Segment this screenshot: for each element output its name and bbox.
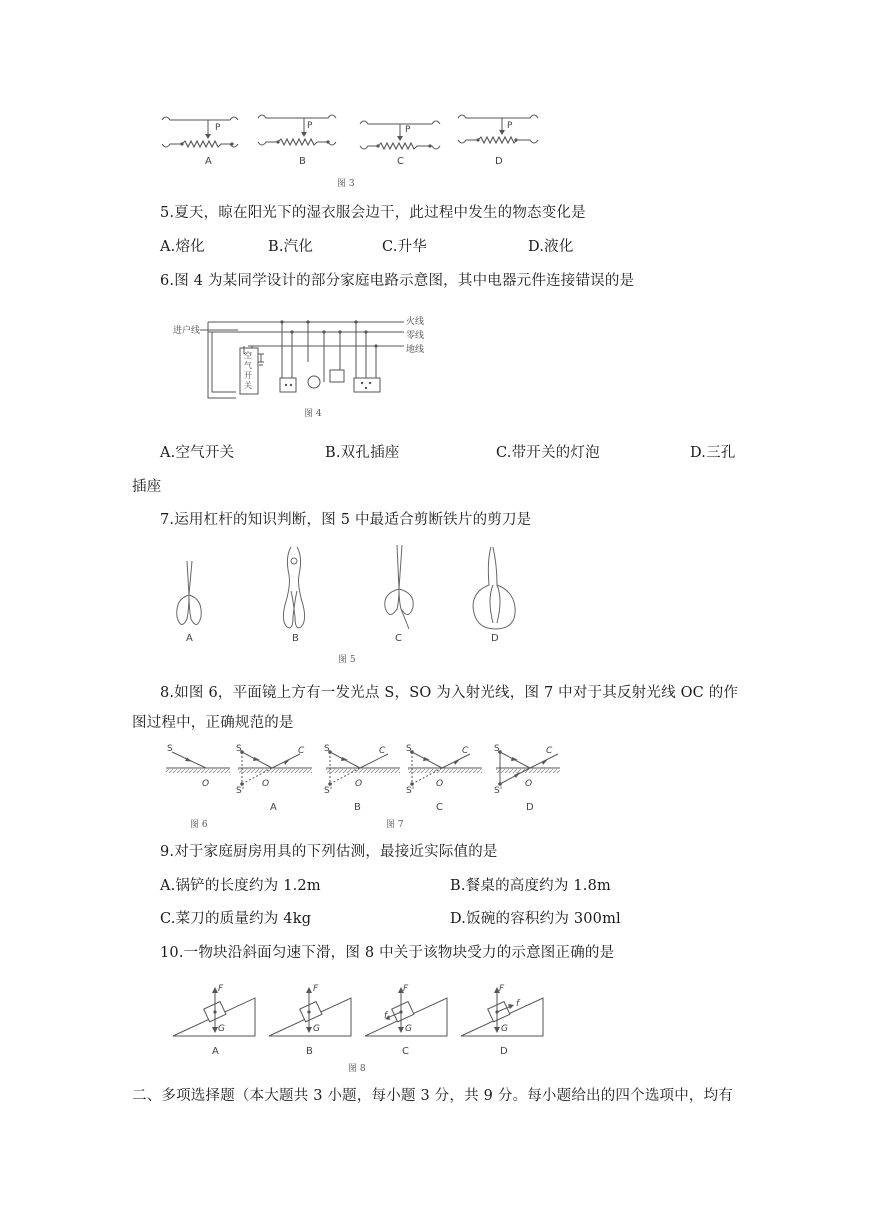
fig7-label-b: B — [354, 802, 361, 813]
fig6-o-label: O — [202, 779, 210, 789]
fig7a-image-label: S' — [236, 786, 245, 796]
fig5-label-b: B — [292, 633, 299, 644]
fig7c-c-label: C — [462, 746, 469, 756]
fig7-option-c — [408, 750, 482, 786]
fig8b-f-label: F — [313, 984, 319, 994]
q5-option-a: A.熔化 — [160, 239, 205, 255]
fig8d-friction-label: f — [516, 999, 520, 1009]
scissors-d — [473, 547, 515, 629]
fig7c-image-label: S' — [406, 786, 415, 796]
q9-option-a: A.锅铲的长度约为 1.2m — [160, 878, 321, 894]
q5-option-b: B.汽化 — [268, 239, 314, 255]
fig7b-s-label: S — [324, 744, 330, 754]
fig4-earth-wire-label: 地线 — [406, 345, 425, 355]
fig7-label-c: C — [436, 802, 443, 813]
q6-option-d-wrap: 插座 — [132, 479, 162, 495]
q8-stem-line-2: 图过程中，正确规范的是 — [132, 715, 294, 731]
fig7b-image-label: S' — [324, 786, 333, 796]
fig3-caption: 图 3 — [337, 179, 355, 189]
q5-stem: 5.夏天，晾在阳光下的湿衣服会边干，此过程中发生的物态变化是 — [160, 205, 586, 221]
fig7-label-a: A — [270, 802, 277, 813]
fig7a-o-label: O — [262, 779, 270, 789]
fig3-p-label-b: P — [307, 121, 313, 131]
fig7c-o-label: O — [436, 779, 444, 789]
fig3-p-label-d: P — [507, 121, 513, 131]
scissors-b — [283, 547, 304, 628]
fig7a-c-label: C — [298, 746, 305, 756]
fig4-switch-char-1: 空 — [244, 351, 252, 360]
fig3-label-d: D — [495, 156, 503, 167]
fig6-s-label: S — [167, 744, 173, 754]
fig8-label-a: A — [212, 1046, 219, 1057]
fig4-switch-char-4: 关 — [244, 381, 252, 390]
fig8c-friction-label: f — [384, 1011, 388, 1021]
fig3-p-label-a: P — [215, 123, 221, 133]
figure-3-rheostats — [160, 110, 560, 190]
fig7d-o-label: O — [525, 779, 533, 789]
fig8-label-c: C — [402, 1046, 409, 1057]
fig3-label-a: A — [205, 156, 212, 167]
q6-option-b: B.双孔插座 — [325, 445, 400, 461]
q6-option-d: D.三孔 — [690, 445, 736, 461]
fig7c-s-label: S — [406, 744, 412, 754]
q6-option-c: C.带开关的灯泡 — [496, 445, 600, 461]
incline-a — [173, 987, 255, 1036]
q10-stem: 10.一物块沿斜面匀速下滑，图 8 中关于该物块受力的示意图正确的是 — [160, 945, 615, 961]
q5-option-c: C.升华 — [382, 239, 427, 255]
fig3-p-label-c: P — [405, 125, 411, 135]
fig7-label-d: D — [526, 802, 534, 813]
rheostat-b — [258, 115, 336, 145]
section-2-heading: 二、多项选择题（本大题共 3 小题，每小题 3 分，共 9 分。每小题给出的四个选项中，均有 — [132, 1088, 734, 1104]
fig8d-f-label: F — [499, 984, 505, 994]
figure-8-incline-forces — [165, 984, 555, 1044]
scissors-c — [385, 545, 413, 629]
fig5-label-c: C — [395, 633, 402, 644]
rheostat-d — [458, 115, 538, 143]
q9-stem: 9.对于家庭厨房用具的下列估测，最接近实际值的是 — [160, 844, 498, 860]
fig4-live-wire-label: 火线 — [406, 317, 425, 327]
fig8d-g-label: G — [501, 1024, 508, 1034]
fig6-caption: 图 6 — [190, 820, 208, 830]
incline-b — [269, 987, 351, 1036]
fig8-label-b: B — [306, 1046, 313, 1057]
fig7-caption: 图 7 — [386, 820, 404, 830]
fig8a-f-label: F — [218, 984, 224, 994]
fig7d-image-label: S' — [494, 786, 503, 796]
q9-option-b: B.餐桌的高度约为 1.8m — [450, 878, 611, 894]
fig7a-s-label: S — [236, 744, 242, 754]
fig4-caption: 图 4 — [304, 409, 322, 419]
fig7-option-b — [326, 750, 400, 786]
fig7d-s-label: S — [494, 744, 500, 754]
fig8b-g-label: G — [313, 1024, 320, 1034]
fig8a-g-label: G — [218, 1024, 225, 1034]
figure-5-scissors — [165, 543, 535, 643]
fig7d-c-label: C — [546, 746, 553, 756]
fig8c-f-label: F — [403, 984, 409, 994]
scissors-a — [177, 561, 202, 625]
q6-option-a: A.空气开关 — [160, 445, 235, 461]
q8-stem-line-1: 8.如图 6，平面镜上方有一发光点 S，SO 为入射光线，图 7 中对于其反射光线 OC 的作 — [160, 685, 739, 701]
q9-option-c: C.菜刀的质量约为 4kg — [160, 911, 312, 927]
q7-stem: 7.运用杠杆的知识判断，图 5 中最适合剪断铁片的剪刀是 — [160, 512, 532, 528]
fig8c-g-label: G — [405, 1024, 412, 1034]
fig4-switch-char-3: 开 — [244, 371, 252, 380]
fig4-switch-char-2: 气 — [244, 361, 252, 370]
rheostat-a — [162, 117, 238, 147]
rheostat-c — [360, 121, 440, 149]
fig4-neutral-wire-label: 零线 — [406, 331, 425, 341]
fig3-label-c: C — [397, 156, 404, 167]
figure-4-household-circuit — [160, 310, 440, 420]
fig6-diagram — [166, 752, 230, 773]
fig4-incoming-line-label: 进户线 — [173, 326, 201, 336]
fig5-caption: 图 5 — [338, 655, 356, 665]
fig7b-o-label: O — [355, 779, 363, 789]
fig8-label-d: D — [500, 1046, 508, 1057]
fig3-label-b: B — [299, 156, 306, 167]
q9-option-d: D.饭碗的容积约为 300ml — [450, 911, 621, 927]
fig5-label-d: D — [491, 633, 499, 644]
q6-stem: 6.图 4 为某同学设计的部分家庭电路示意图，其中电器元件连接错误的是 — [160, 273, 635, 289]
fig7b-c-label: C — [379, 746, 386, 756]
fig8-caption: 图 8 — [348, 1064, 366, 1074]
q5-option-d: D.液化 — [528, 239, 574, 255]
fig5-label-a: A — [186, 633, 193, 644]
